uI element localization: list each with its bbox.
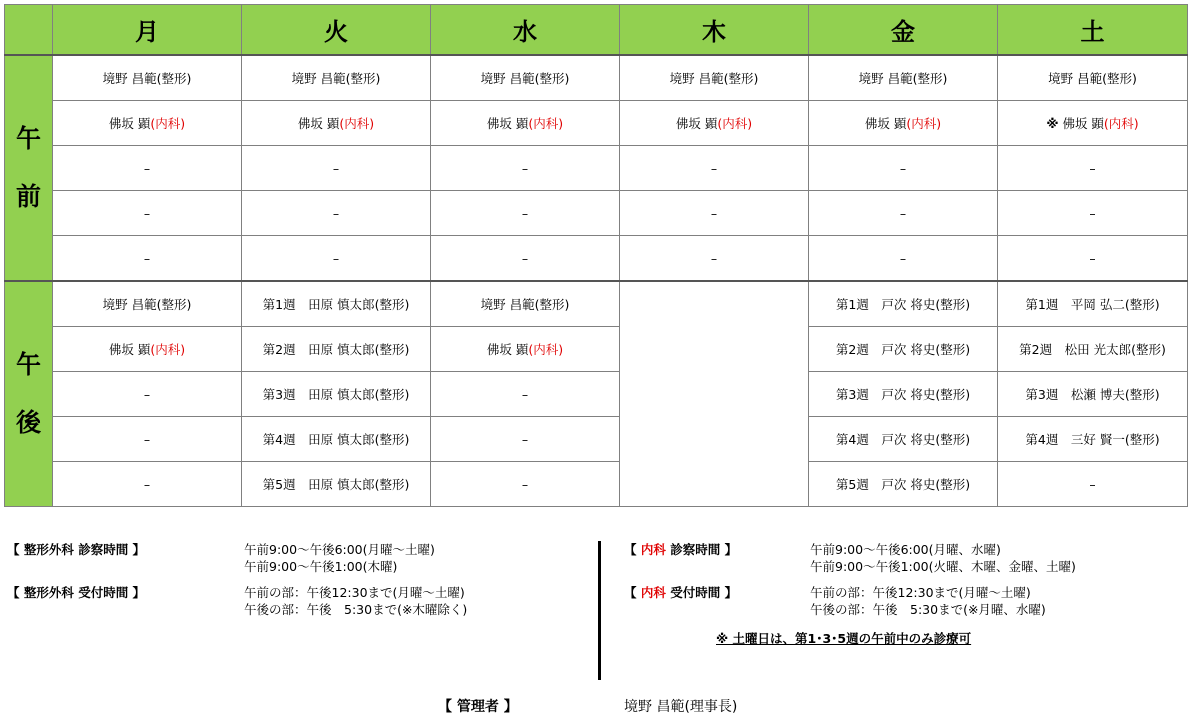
schedule-cell: – (620, 146, 809, 191)
schedule-cell: 第1週 田原 慎太郎(整形) (242, 281, 431, 327)
internal-reception-label: 【 内科 受付時間 】 (624, 585, 738, 600)
schedule-cell: – (998, 191, 1188, 236)
schedule-cell: 佛坂 顕(内科) (431, 101, 620, 146)
day-header: 土 (998, 5, 1188, 56)
schedule-cell: ※ 佛坂 顕(内科) (998, 101, 1188, 146)
schedule-cell: 境野 昌範(整形) (431, 55, 620, 101)
am-row (5, 146, 1188, 191)
ortho-reception: 午前の部：午後12:30まで(月曜～土曜) 午後の部：午後 5:30まで(※木曜除く) (244, 585, 468, 617)
day-header: 木 (620, 5, 809, 56)
schedule-cell: 第5週 戸次 将史(整形) (809, 462, 998, 507)
day-header: 月 (53, 5, 242, 56)
schedule-cell: 第1週 平岡 弘二(整形) (998, 281, 1188, 327)
divider-line (598, 541, 601, 680)
header-corner (5, 5, 53, 56)
schedule-cell: 第3週 戸次 将史(整形) (809, 372, 998, 417)
schedule-cell: – (53, 417, 242, 462)
schedule-cell: – (998, 236, 1188, 282)
schedule-cell: 境野 昌範(整形) (431, 281, 620, 327)
schedule-cell: 境野 昌範(整形) (998, 55, 1188, 101)
schedule-cell: 佛坂 顕(内科) (53, 327, 242, 372)
pm-row (5, 462, 1188, 507)
admin-name: 境野 昌範(理事長) (624, 699, 738, 715)
schedule-cell: – (431, 372, 620, 417)
internal-hours-label: 【 内科 診察時間 】 (624, 542, 738, 557)
schedule-cell: – (53, 462, 242, 507)
schedule-cell: – (431, 462, 620, 507)
schedule-cell: 佛坂 顕(内科) (431, 327, 620, 372)
schedule-cell: 第4週 戸次 将史(整形) (809, 417, 998, 462)
schedule-cell: – (431, 236, 620, 282)
pm-row (5, 372, 1188, 417)
schedule-cell: 境野 昌範(整形) (620, 55, 809, 101)
schedule-cell: 第1週 戸次 将史(整形) (809, 281, 998, 327)
internal-reception: 午前の部：午後12:30まで(月曜～土曜) 午後の部：午後 5:30まで(※月曜、水曜) (810, 585, 1046, 617)
schedule-cell: – (809, 191, 998, 236)
schedule-cell: – (53, 236, 242, 282)
internal-hours: 午前9:00～午後6:00(月曜、水曜) 午前9:00～午後1:00(火曜、木曜、金曜、土曜) (810, 542, 1076, 574)
day-header: 金 (809, 5, 998, 56)
saturday-note: ※ 土曜日は、第1･3･5週の午前中のみ診療可 (716, 631, 972, 646)
schedule-cell: 境野 昌範(整形) (53, 55, 242, 101)
ortho-hours: 午前9:00～午後6:00(月曜～土曜) 午前9:00～午後1:00(木曜) (244, 542, 435, 574)
schedule-cell: – (53, 372, 242, 417)
admin-label: 【 管理者 】 (438, 699, 518, 715)
schedule-cell: – (242, 146, 431, 191)
schedule-table (4, 4, 1188, 507)
schedule-cell: – (53, 146, 242, 191)
schedule-cell: 境野 昌範(整形) (53, 281, 242, 327)
day-header: 水 (431, 5, 620, 56)
schedule-cell: – (431, 417, 620, 462)
schedule-cell: – (431, 191, 620, 236)
am-row (5, 191, 1188, 236)
pm-row (5, 417, 1188, 462)
pm-row (5, 281, 1188, 327)
schedule-cell: – (242, 191, 431, 236)
schedule-cell: 境野 昌範(整形) (242, 55, 431, 101)
schedule-cell: 第4週 三好 賢一(整形) (998, 417, 1188, 462)
schedule-cell: – (431, 146, 620, 191)
schedule-cell: 第2週 田原 慎太郎(整形) (242, 327, 431, 372)
am-row (5, 236, 1188, 282)
schedule-cell: 佛坂 顕(内科) (53, 101, 242, 146)
schedule-cell: 第4週 田原 慎太郎(整形) (242, 417, 431, 462)
closed-cell (620, 281, 809, 507)
schedule-cell: 第3週 松瀬 博夫(整形) (998, 372, 1188, 417)
schedule-cell: 第5週 田原 慎太郎(整形) (242, 462, 431, 507)
schedule-cell: – (620, 236, 809, 282)
schedule-cell: 第2週 松田 光太郎(整形) (998, 327, 1188, 372)
am-label: 午 前 (5, 55, 53, 281)
schedule-cell: 佛坂 顕(内科) (242, 101, 431, 146)
schedule-cell: 第2週 戸次 将史(整形) (809, 327, 998, 372)
pm-label: 午 後 (5, 281, 53, 507)
am-row (5, 101, 1188, 146)
schedule-cell: – (809, 146, 998, 191)
schedule-cell: – (53, 191, 242, 236)
schedule-cell: – (998, 462, 1188, 507)
schedule-cell: 佛坂 顕(内科) (809, 101, 998, 146)
schedule-cell: 境野 昌範(整形) (809, 55, 998, 101)
schedule-cell: – (809, 236, 998, 282)
ortho-hours-label: 【 整形外科 診察時間 】 (7, 542, 146, 557)
schedule-cell: 佛坂 顕(内科) (620, 101, 809, 146)
schedule-cell: – (998, 146, 1188, 191)
schedule-cell: – (620, 191, 809, 236)
schedule-cell: – (242, 236, 431, 282)
schedule-cell: 第3週 田原 慎太郎(整形) (242, 372, 431, 417)
pm-row (5, 327, 1188, 372)
am-row (5, 55, 1188, 101)
day-header-row (5, 5, 1188, 56)
ortho-reception-label: 【 整形外科 受付時間 】 (7, 585, 146, 600)
day-header: 火 (242, 5, 431, 56)
